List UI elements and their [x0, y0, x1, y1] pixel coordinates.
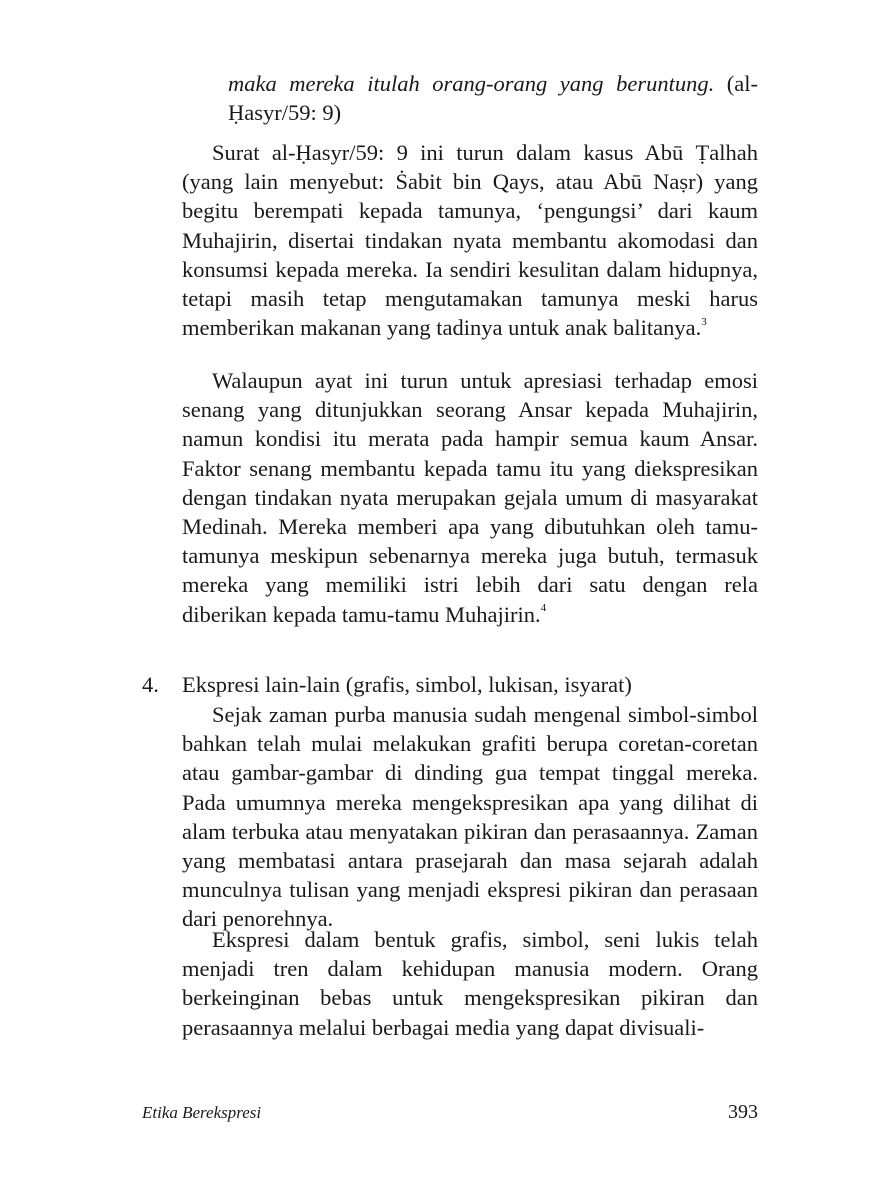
quran-verse-translation: [228, 69, 758, 127]
paragraph-text: Sejak zaman purba manusia sudah mengenal simbol-simbol bahkan telah mulai melakukan grafiti berupa coretan-coretan atau gambar-gambar di dinding gua tempat tinggal mereka. Pada umumnya mereka mengekspresikan apa yang dilihat di alam terbuka atau menyatakan pikiran dan perasaannya. Zaman yang membatasi antara prasejarah dan masa sejarah adalah munculnya tulisan yang menjadi ekspresi pikiran dan perasaan dari penorehnya.: [182, 702, 758, 932]
paragraph-text: Surat al-Ḥasyr/59: 9 ini turun dalam kasus Abū Ṭalhah (yang lain menyebut: Ṡabit bin Qays, atau Abū Naṣr) yang begitu berempati kepada tamunya, ‘pengungsi’ dari kaum Muhajirin, disertai tindakan nyata membantu akomodasi dan konsumsi kepada mereka. Ia sendiri kesulitan dalam hidupnya, tetapi masih tetap mengutamakan tamunya meski harus memberikan makanan yang tadinya untuk anak balitanya.: [182, 140, 758, 341]
paragraph-surat-al-hasyr: [182, 138, 758, 342]
verse-translation-text: maka mereka itulah orang-orang yang beruntung.: [228, 71, 715, 96]
paragraph-text: Walaupun ayat ini turun untuk apresiasi terhadap emosi senang yang ditunjukkan seorang Ansar kepada Muhajirin, namun kondisi itu merata pada hampir semua kaum Ansar. Faktor senang membantu kepada tamu itu yang diekspresikan dengan tindakan nyata merupakan gejala umum di masyarakat Medinah. Mereka memberi apa yang dibutuhkan oleh tamu-tamunya meskipun sebenarnya mereka juga butuh, termasuk mereka yang memiliki istri lebih dari satu dengan rela diberikan kepada tamu-tamu Muhajirin.: [182, 368, 758, 627]
section-title: Ekspresi lain-lain (grafis, simbol, lukisan, isyarat): [182, 672, 632, 697]
page-number: 393: [728, 1101, 758, 1123]
footnote-marker: 4: [540, 602, 547, 615]
running-title: Etika Berekspresi: [142, 1103, 262, 1122]
paragraph-text: Ekspresi dalam bentuk grafis, simbol, seni lukis telah menjadi tren dalam kehidupan manusia modern. Orang berkeinginan bebas untuk mengekspresikan pikiran dan perasaannya melalui berbagai media yang dapat divisuali-: [182, 927, 758, 1040]
paragraph-ekspresi-grafis: [182, 925, 758, 1042]
section-heading: [142, 670, 762, 699]
paragraph-ansar-muhajirin: [182, 366, 758, 629]
section-number: 4.: [142, 672, 159, 697]
paragraph-simbol-purba: [182, 700, 758, 934]
footnote-marker: 3: [701, 315, 707, 328]
verse-reference: (al-Ḥasyr/59: 9): [228, 71, 758, 126]
